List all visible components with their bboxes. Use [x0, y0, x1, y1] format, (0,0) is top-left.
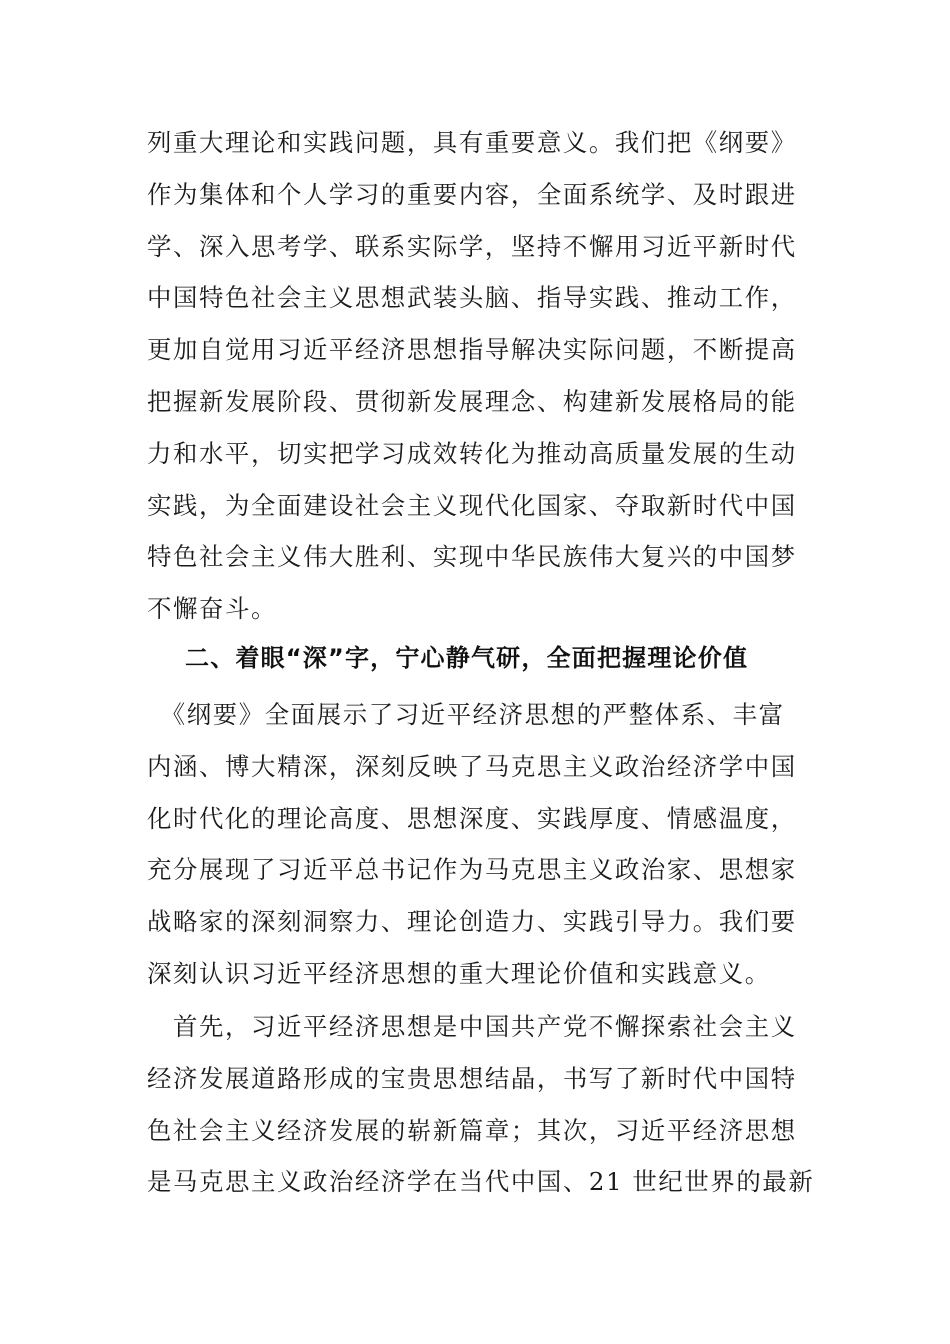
paragraph-1-line: 把握新发展阶段、贯彻新发展理念、构建新发展格局的能: [147, 386, 797, 416]
paragraph-1-line: 更加自觉用习近平经济思想指导解决实际问题，不断提高: [147, 335, 797, 365]
paragraph-3-line: 首先，习近平经济思想是中国共产党不懈探索社会主义: [147, 1012, 797, 1041]
paragraph-1-line: 学、深入思考学、联系实际学，坚持不懈用习近平新时代: [147, 231, 797, 261]
paragraph-2-line: 深刻认识习近平经济思想的重大理论价值和实践意义。: [147, 958, 771, 988]
paragraph-3: [147, 1001, 815, 1208]
paragraph-1-line: 特色社会主义伟大胜利、实现中华民族伟大复兴的中国梦: [147, 542, 797, 572]
paragraph-1-line: 力和水平，切实把学习成效转化为推动高质量发展的生动: [147, 438, 797, 468]
paragraph-1-line: 作为集体和个人学习的重要内容，全面系统学、及时跟进: [147, 179, 797, 209]
paragraph-2-line: 战略家的深刻洞察力、理论创造力、实践引导力。我们要: [147, 907, 797, 937]
paragraph-3-line: 经济发展道路形成的宝贵思想结晶，书写了新时代中国特: [147, 1063, 797, 1093]
section-heading: 二、着眼“深”字，宁心静气研，全面把握理论价值: [185, 644, 749, 672]
paragraph-1-line: 列重大理论和实践问题，具有重要意义。我们把《纲要》: [147, 128, 797, 157]
paragraph-3-line: 是马克思主义政治经济学在当代中国、21 世纪世界的最新: [147, 1167, 815, 1197]
paragraph-2-line: 化时代化的理论高度、思想深度、实践厚度、情感温度，: [147, 803, 797, 833]
paragraph-2: [147, 689, 807, 1000]
paragraph-2-line: 内涵、博大精深，深刻反映了马克思主义政治经济学中国: [147, 751, 797, 781]
paragraph-1-line: 实践，为全面建设社会主义现代化国家、夺取新时代中国: [147, 490, 797, 520]
paragraph-2-line: 《纲要》全面展示了习近平经济思想的严整体系、丰富: [147, 700, 785, 729]
paragraph-2-line: 充分展现了习近平总书记作为马克思主义政治家、思想家: [147, 855, 797, 885]
paragraph-1: [147, 117, 807, 635]
paragraph-3-line: 色社会主义经济发展的崭新篇章；其次，习近平经济思想: [147, 1115, 797, 1145]
paragraph-1-line: 不懈奋斗。: [147, 594, 277, 624]
paragraph-1-line: 中国特色社会主义思想武装头脑、指导实践、推动工作，: [147, 283, 797, 313]
